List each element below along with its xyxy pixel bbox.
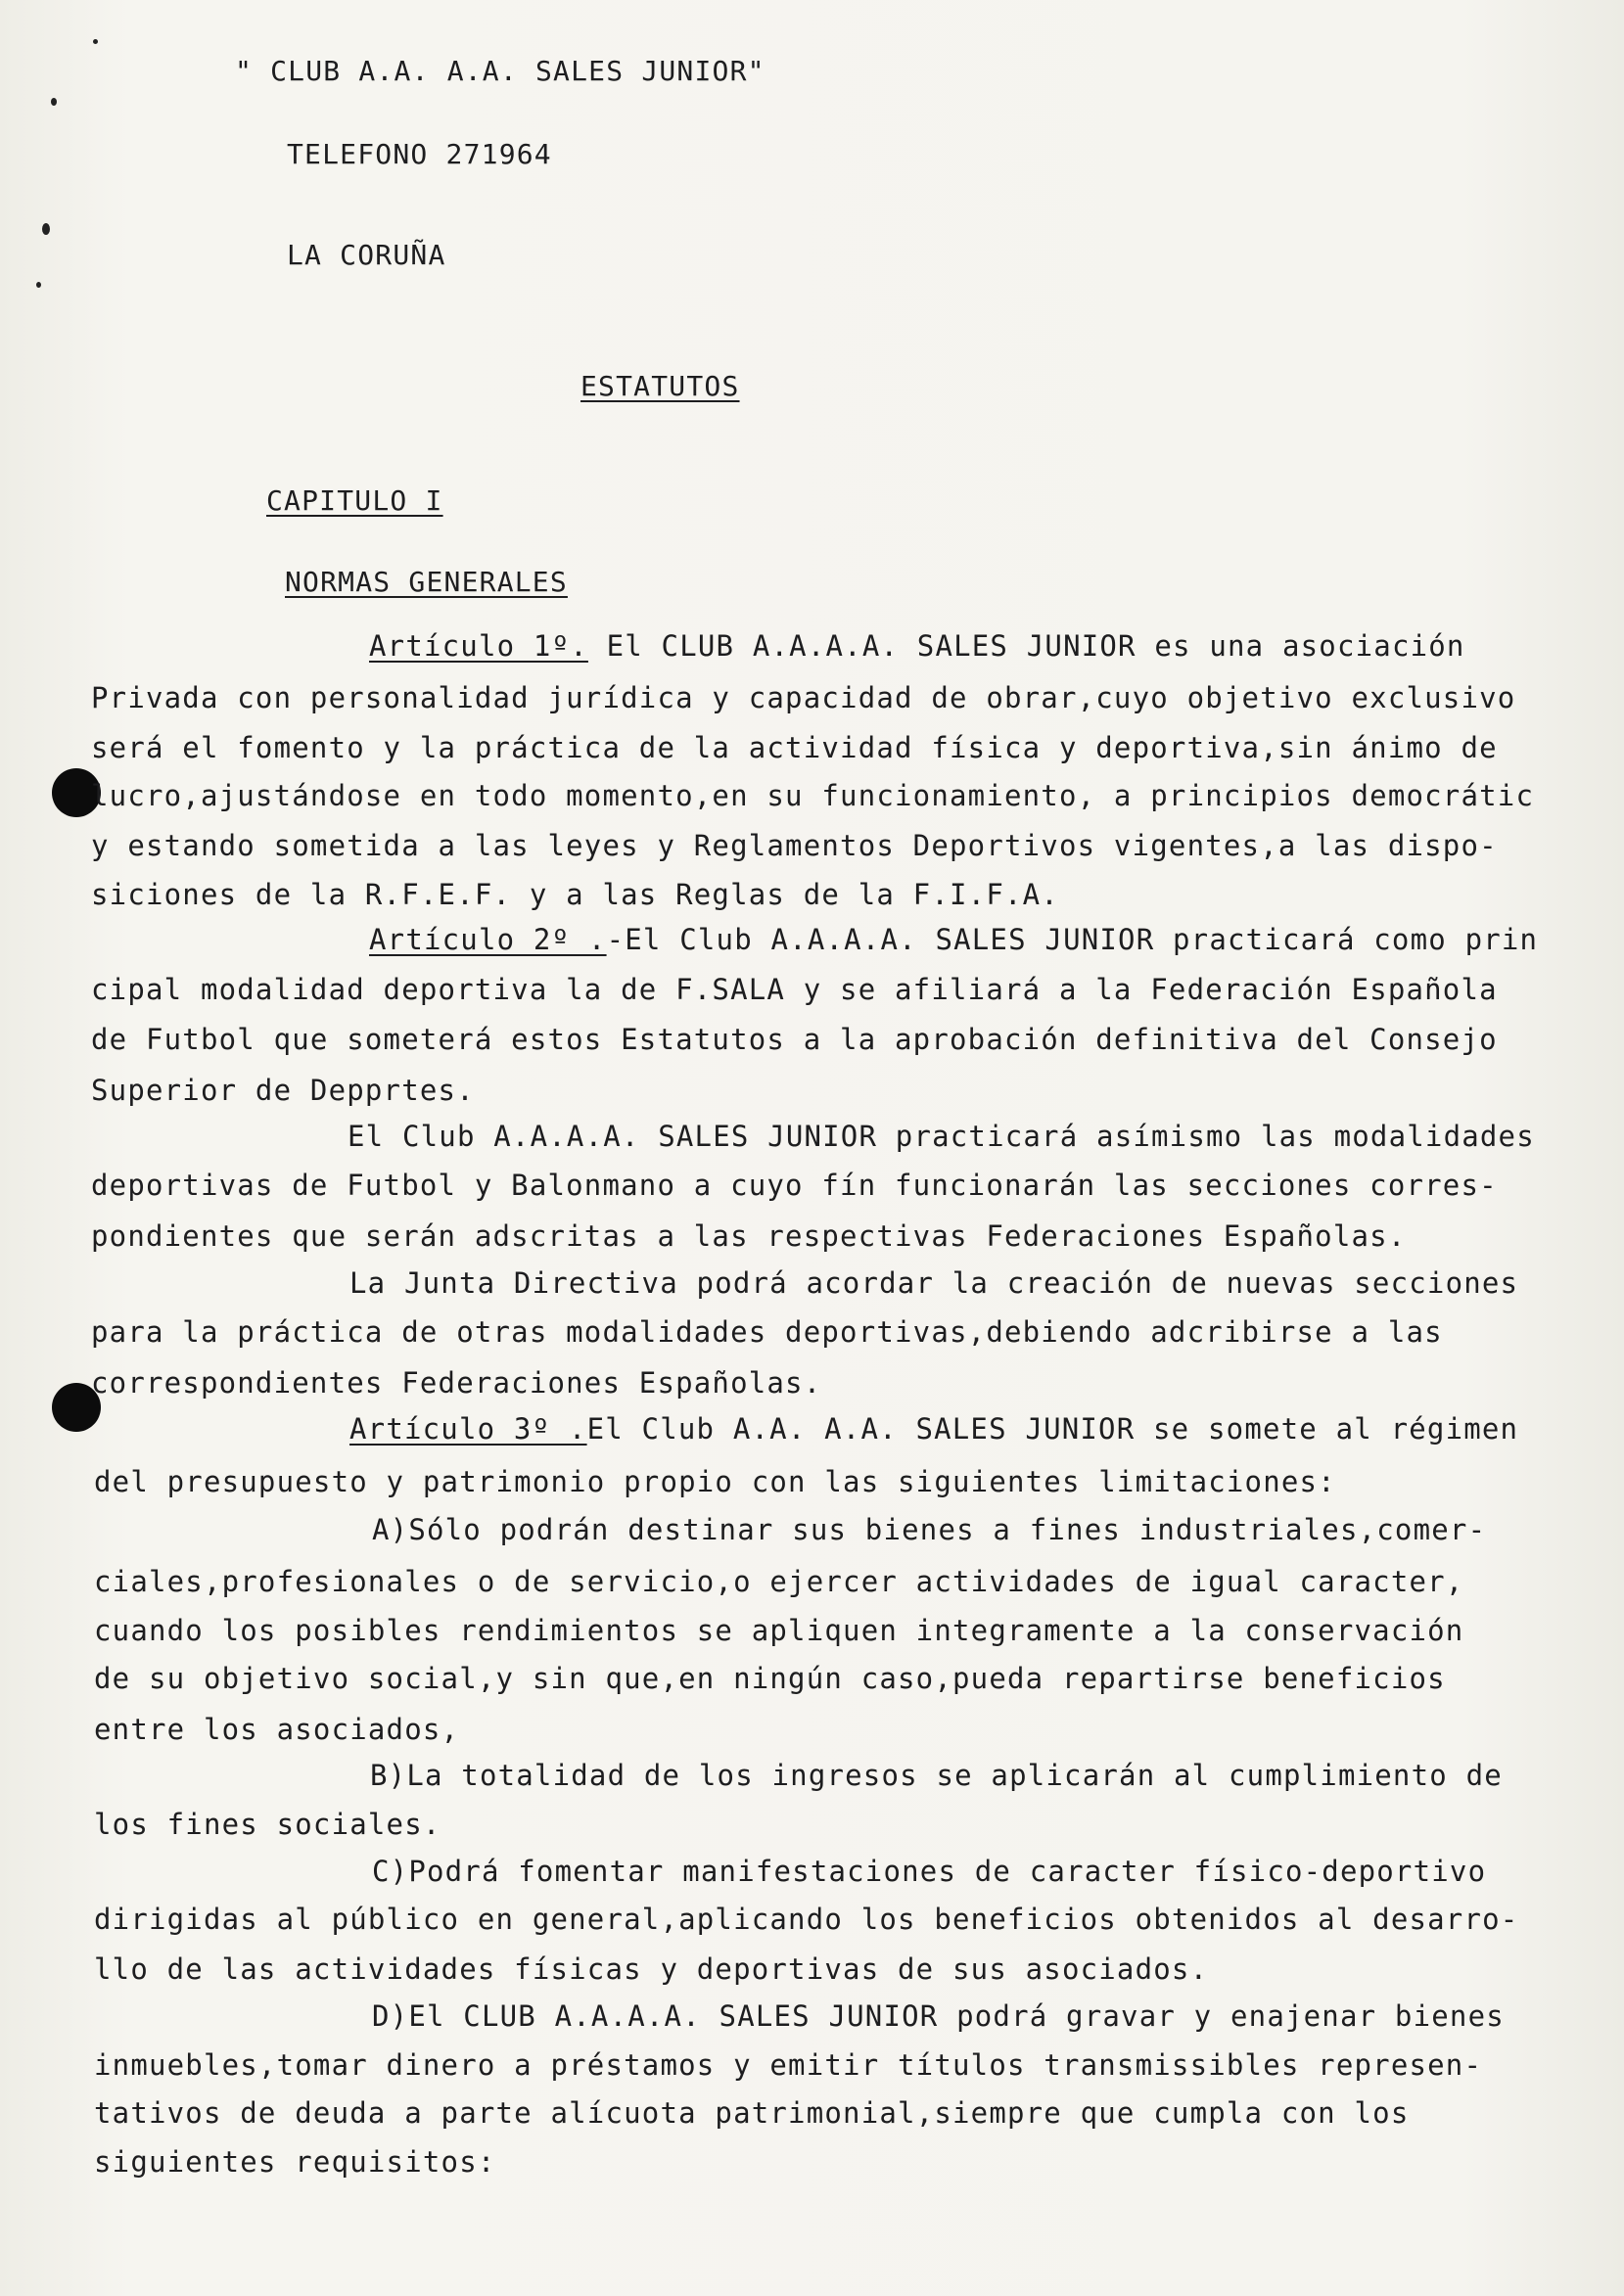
chapter-heading: CAPITULO I <box>266 484 443 517</box>
article-1-line-6: siciones de la R.F.E.F. y a las Reglas de la F.I.F.A. <box>91 878 1059 911</box>
ink-speck <box>93 39 98 44</box>
article-3-line-14: inmuebles,tomar dinero a préstamos y emitir títulos transmissibles represen- <box>94 2048 1483 2082</box>
article-1-line-4: lucro,ajustándose en todo momento,en su funcionamiento, a principios democrátic <box>91 779 1535 812</box>
article-2-line-5: El Club A.A.A.A. SALES JUNIOR practicará asímismo las modalidades <box>348 1120 1535 1153</box>
document-title: ESTATUTOS <box>580 370 740 402</box>
article-2-line-7: pondientes que serán adscritas a las respectivas Federaciones Españolas. <box>91 1219 1407 1253</box>
article-3-line-16: siguientes requisitos: <box>94 2145 496 2179</box>
article-1-text: El CLUB A.A.A.A. SALES JUNIOR es una asociación <box>587 629 1465 663</box>
article-3-line-11: dirigidas al público en general,aplicando los beneficios obtenidos al desarro- <box>94 1903 1519 1936</box>
article-1-line-3: será el fomento y la práctica de la actividad física y deportiva,sin ánimo de <box>91 731 1498 764</box>
club-name: " CLUB A.A. A.A. SALES JUNIOR" <box>235 55 766 87</box>
article-2-text: -El Club A.A.A.A. SALES JUNIOR practicará como prin <box>606 923 1539 956</box>
article-2-line-8: La Junta Directiva podrá acordar la creación de nuevas secciones <box>349 1266 1519 1300</box>
ink-speck <box>51 98 57 106</box>
article-3-text: El Club A.A. A.A. SALES JUNIOR se somete al régimen <box>586 1412 1519 1446</box>
article-2-line-3: de Futbol que someterá estos Estatutos a la aprobación definitiva del Consejo <box>91 1023 1498 1056</box>
article-3-heading: Artículo 3º . <box>349 1412 587 1446</box>
article-3-line-8: B)La totalidad de los ingresos se aplicarán al cumplimiento de <box>370 1759 1503 1792</box>
article-2-line-6: deportivas de Futbol y Balonmano a cuyo fín funcionarán las secciones corres- <box>91 1169 1498 1202</box>
article-1-line-1 <box>369 628 1465 664</box>
article-2-line-4: Superior de Depprtes. <box>91 1074 475 1107</box>
article-3-line-12: llo de las actividades físicas y deportivas de sus asociados. <box>94 1952 1209 1986</box>
city: LA CORUÑA <box>287 239 446 271</box>
article-2-line-9: para la práctica de otras modalidades deportivas,debiendo adcribirse a las <box>91 1315 1443 1349</box>
article-1-heading: Artículo 1º. <box>369 629 588 663</box>
article-2-line-10: correspondientes Federaciones Españolas. <box>91 1366 822 1400</box>
section-heading: NORMAS GENERALES <box>285 566 568 598</box>
ink-speck <box>42 223 50 235</box>
article-3-line-7: entre los asociados, <box>94 1713 460 1746</box>
article-1-line-2: Privada con personalidad jurídica y capacidad de obrar,cuyo objetivo exclusivo <box>91 681 1516 714</box>
article-3-line-10: C)Podrá fomentar manifestaciones de caracter físico-deportivo <box>372 1855 1487 1888</box>
article-1-line-5: y estando sometida a las leyes y Reglamentos Deportivos vigentes,a las dispo- <box>91 829 1498 862</box>
article-2-line-2: cipal modalidad deportiva la de F.SALA y se afiliará a la Federación Española <box>91 973 1498 1006</box>
article-3-line-5: cuando los posibles rendimientos se apliquen integramente a la conservación <box>94 1614 1464 1647</box>
ink-speck <box>36 282 41 288</box>
article-3-line-2: del presupuesto y patrimonio propio con las siguientes limitaciones: <box>94 1465 1336 1498</box>
phone-number: TELEFONO 271964 <box>287 138 552 170</box>
article-3-line-4: ciales,profesionales o de servicio,o ejercer actividades de igual caracter, <box>94 1565 1464 1598</box>
article-2-line-1 <box>369 922 1538 957</box>
article-3-line-15: tativos de deuda a parte alícuota patrimonial,siempre que cumpla con los <box>94 2096 1410 2130</box>
article-2-heading: Artículo 2º . <box>369 923 607 956</box>
article-3-line-1 <box>349 1411 1518 1446</box>
article-3-line-9: los fines sociales. <box>94 1808 441 1841</box>
article-3-line-3: A)Sólo podrán destinar sus bienes a fines industriales,comer- <box>372 1513 1487 1546</box>
article-3-line-13: D)El CLUB A.A.A.A. SALES JUNIOR podrá gravar y enajenar bienes <box>372 1999 1505 2033</box>
article-3-line-6: de su objetivo social,y sin que,en ningún caso,pueda repartirse beneficios <box>94 1662 1446 1695</box>
